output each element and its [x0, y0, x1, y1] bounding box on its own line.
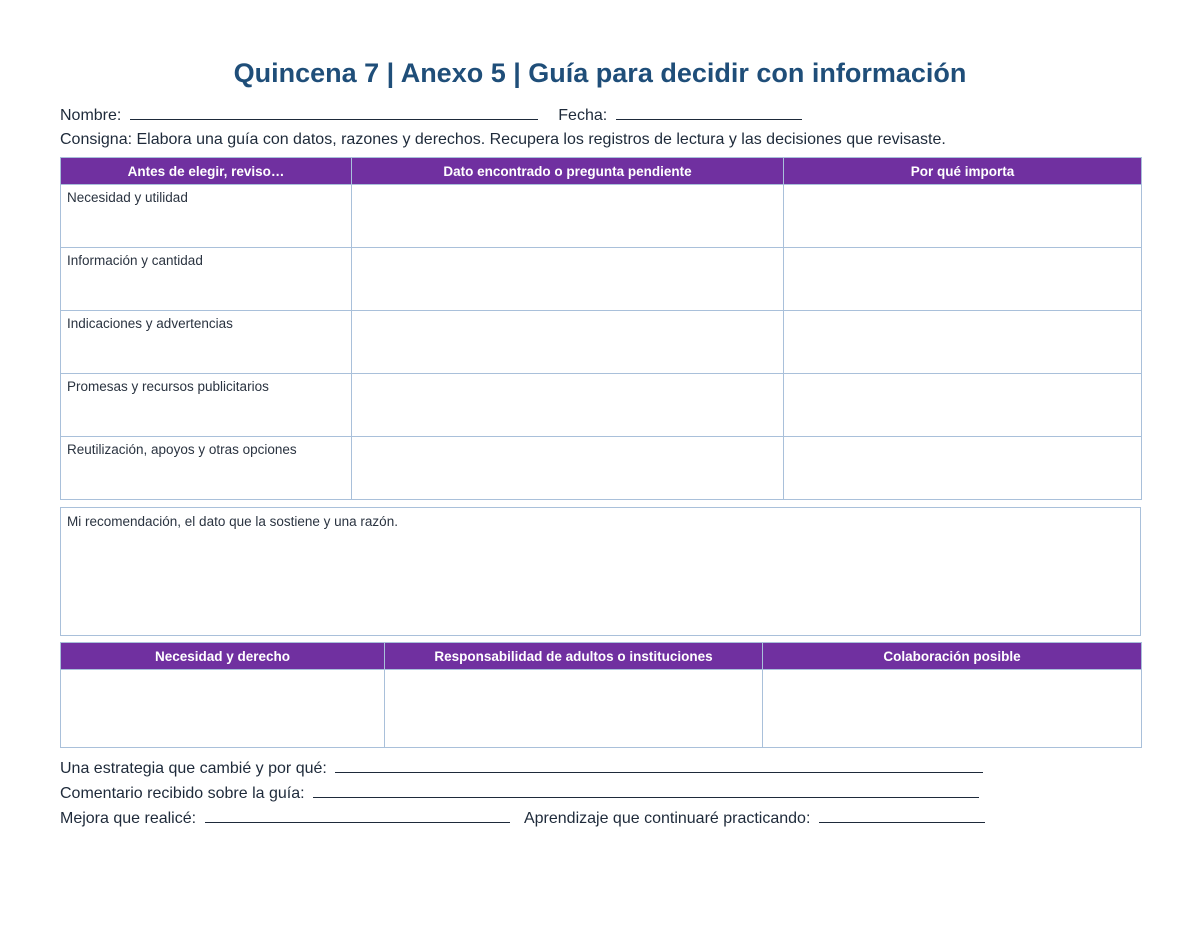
- fecha-field[interactable]: [616, 104, 802, 120]
- row-label: Información y cantidad: [61, 248, 352, 311]
- column-header: Dato encontrado o pregunta pendiente: [352, 158, 784, 185]
- fecha-label: Fecha:: [558, 107, 608, 124]
- rights-table-header: [61, 643, 1142, 670]
- row-label: Necesidad y utilidad: [61, 185, 352, 248]
- row-label: Promesas y recursos publicitarios: [61, 374, 352, 437]
- estrategia-field[interactable]: [335, 757, 983, 773]
- nombre-field[interactable]: [130, 104, 538, 120]
- estrategia-row: [60, 757, 983, 778]
- answer-cell[interactable]: [784, 185, 1142, 248]
- review-table-header: [61, 158, 1142, 185]
- table-row: [61, 311, 1142, 374]
- mejora-field[interactable]: [205, 807, 510, 823]
- row-label: Indicaciones y advertencias: [61, 311, 352, 374]
- answer-cell[interactable]: [784, 248, 1142, 311]
- answer-cell[interactable]: [352, 437, 784, 500]
- answer-cell[interactable]: [352, 185, 784, 248]
- answer-cell[interactable]: [784, 437, 1142, 500]
- table-row: [61, 670, 1142, 748]
- comentario-label: Comentario recibido sobre la guía:: [60, 785, 305, 802]
- recommendation-label: Mi recomendación, el dato que la sostiene y una razón.: [67, 514, 398, 529]
- column-header: Necesidad y derecho: [61, 643, 385, 670]
- answer-cell[interactable]: [352, 311, 784, 374]
- answer-cell[interactable]: [61, 670, 385, 748]
- aprendizaje-field[interactable]: [819, 807, 985, 823]
- answer-cell[interactable]: [763, 670, 1142, 748]
- comentario-row: [60, 782, 979, 803]
- aprendizaje-label: Aprendizaje que continuaré practicando:: [523, 810, 811, 827]
- answer-cell[interactable]: [352, 248, 784, 311]
- column-header: Colaboración posible: [763, 643, 1142, 670]
- nombre-label: Nombre:: [60, 107, 122, 124]
- name-date-row: [60, 104, 802, 125]
- table-row: [61, 374, 1142, 437]
- answer-cell[interactable]: [352, 374, 784, 437]
- recommendation-box[interactable]: [60, 507, 1141, 636]
- comentario-field[interactable]: [313, 782, 979, 798]
- table-row: [61, 185, 1142, 248]
- review-table: [60, 157, 1142, 500]
- answer-cell[interactable]: [385, 670, 763, 748]
- estrategia-label: Una estrategia que cambié y por qué:: [60, 760, 327, 777]
- rights-table: [60, 642, 1142, 748]
- table-row: [61, 437, 1142, 500]
- consigna-text: Consigna: Elabora una guía con datos, razones y derechos. Recupera los registros de lectura y las decisiones que revisaste.: [60, 131, 946, 148]
- column-header: Antes de elegir, reviso…: [61, 158, 352, 185]
- mejora-row: [60, 807, 985, 828]
- answer-cell[interactable]: [784, 311, 1142, 374]
- column-header: Responsabilidad de adultos o instituciones: [385, 643, 763, 670]
- answer-cell[interactable]: [784, 374, 1142, 437]
- page-title: Quincena 7 | Anexo 5 | Guía para decidir con información: [233, 58, 967, 88]
- table-row: [61, 248, 1142, 311]
- mejora-label: Mejora que realicé:: [60, 810, 197, 827]
- column-header: Por qué importa: [784, 158, 1142, 185]
- row-label: Reutilización, apoyos y otras opciones: [61, 437, 352, 500]
